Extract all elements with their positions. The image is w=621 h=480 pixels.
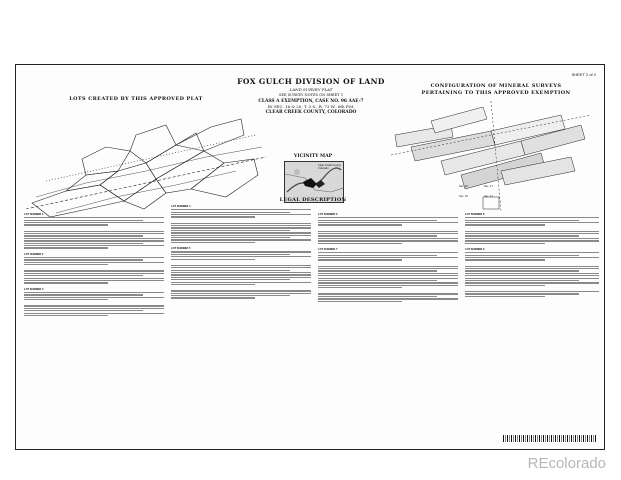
section-grid [483,197,499,209]
lot-heading: LOT NUMBER 8 [465,213,485,216]
lot-heading: LOT NUMBER 4 [171,205,191,208]
lot-heading: LOT NUMBER 1 [24,213,44,216]
lot-parcel [82,147,130,175]
sheet-number: SHEET 2 of 2 [571,72,596,77]
legal-column-1 [24,213,164,317]
legal-column-2 [171,205,311,300]
lot-parcel [191,159,258,197]
legal-description-title: LEGAL DESCRIPTION [279,197,347,203]
lot-parcel [156,151,224,193]
claim-parcel [431,107,487,133]
lot-parcel [100,163,156,201]
lot-heading: LOT NUMBER 2 [24,252,44,256]
lot-heading: LOT NUMBER 6 [318,213,338,216]
vicinity-map-label: Clear Creek County Colorado [318,164,341,170]
county: CLEAR CREEK COUNTY, COLORADO [265,109,357,115]
section-label: Sec. 20 [459,195,468,198]
vicinity-map-title: VICINITY MAP [293,154,333,159]
section-location: IN SEC. 16 & 20, T. 3 S., R. 73 W., 6th P.M. [267,104,355,109]
plat-title: FOX GULCH DIVISION OF LAND [237,77,385,86]
lot-parcel [130,125,176,163]
lot-parcel [176,119,244,151]
lots-heading: LOTS CREATED BY THIS APPROVED PLAT [69,96,203,102]
lot-heading: LOT NUMBER 3 [24,287,44,291]
plat-sheet [15,64,605,450]
lot-heading: LOT NUMBER 7 [318,247,338,251]
section-label: Sec. 21 [484,195,493,198]
plat-note: SEE SURVEY NOTES ON SHEET 1 [278,92,344,97]
section-label: Sec. 17 [484,185,493,188]
barcode [503,435,597,442]
legal-column-3 [318,213,458,303]
watermark-logo: REcolorado [527,455,606,472]
plat-subtitle: LAND SURVEY PLAT [289,87,333,92]
lot-heading: LOT NUMBER 9 [465,247,485,251]
mineral-surveys-heading [401,83,591,97]
mineral-surveys-heading-line1: CONFIGURATION OF MINERAL SURVEYS [430,83,562,89]
lot-heading: LOT NUMBER 5 [171,247,191,251]
mineral-surveys-heading-line2: PERTAINING TO THIS APPROVED EXEMPTION [421,90,571,96]
section-label: Sec. 16 [459,185,468,188]
exemption-case: CLASS A EXEMPTION, CASE NO. 96 AAE-7 [258,98,364,104]
legal-column-4 [465,213,599,298]
